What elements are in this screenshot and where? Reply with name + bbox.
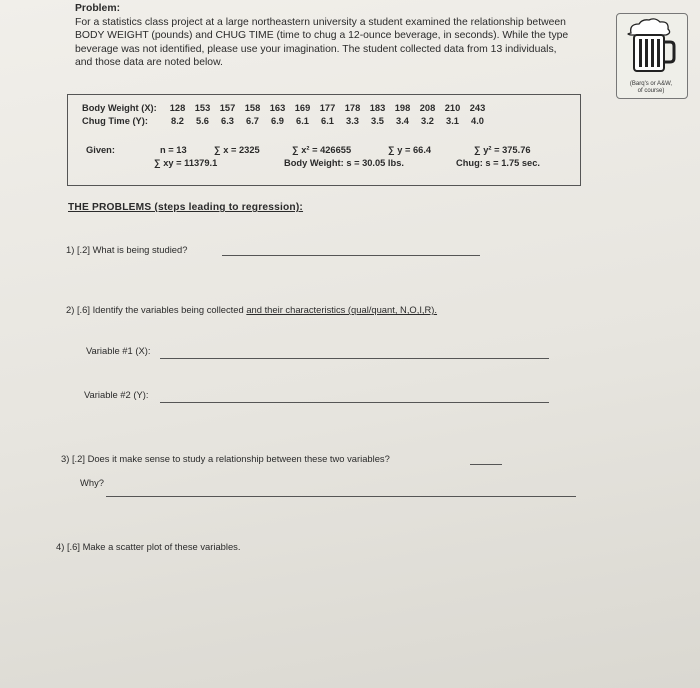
chug-sd: Chug: s = 1.75 sec. xyxy=(456,158,540,168)
chug-time-value: 8.2 xyxy=(171,116,184,126)
question-3: 3) [.2] Does it make sense to study a relationship between these two variables? xyxy=(61,453,390,464)
chug-time-value: 6.3 xyxy=(221,116,234,126)
problem-line-4: and those data are noted below. xyxy=(75,57,223,68)
variable-2-line[interactable] xyxy=(160,402,549,403)
body-weight-value: 169 xyxy=(294,103,311,113)
sigma-icon: ∑ xyxy=(214,145,221,155)
why-label: Why? xyxy=(80,477,104,488)
chug-time-value: 6.1 xyxy=(321,116,334,126)
body-weight-value: 178 xyxy=(344,103,361,113)
y-data-row xyxy=(82,116,490,126)
sum-y-text: y = 66.4 xyxy=(397,145,432,155)
given-label: Given: xyxy=(86,145,115,155)
sum-xy xyxy=(154,158,217,168)
problem-heading: Problem: xyxy=(75,3,121,14)
problem-statement xyxy=(75,2,605,70)
problem-line-3: beverage was not identified, please use your imagination. The student collected data from 13 individuals, xyxy=(75,43,557,55)
body-weight-value: 128 xyxy=(169,103,186,113)
body-weight-value: 198 xyxy=(394,103,411,113)
logo-caption-line1: (Barq's or A&W, xyxy=(629,81,673,87)
sigma-icon: ∑ xyxy=(474,145,481,155)
sum-x xyxy=(214,145,260,155)
y-label: Chug Time (Y): xyxy=(82,116,148,126)
logo-caption xyxy=(617,81,685,95)
body-weight-value: 153 xyxy=(194,103,211,113)
problem-line-1: For a statistics class project at a large northeastern university a student examined the relationship between xyxy=(75,16,566,28)
chug-time-value: 3.3 xyxy=(346,116,359,126)
sum-y xyxy=(388,145,431,155)
body-weight-value: 158 xyxy=(244,103,261,113)
logo-caption-line2: of course) xyxy=(637,88,665,94)
chug-time-value: 3.2 xyxy=(421,116,434,126)
answer-line-3[interactable] xyxy=(470,464,502,465)
body-weight-sd: Body Weight: s = 30.05 lbs. xyxy=(284,158,404,168)
variable-1-label: Variable #1 (X): xyxy=(86,345,151,356)
body-weight-value: 177 xyxy=(319,103,336,113)
chug-time-value: 4.0 xyxy=(471,116,484,126)
sigma-icon: ∑ xyxy=(154,158,161,168)
sum-x2-text: x² = 426655 xyxy=(301,145,352,155)
chug-time-value: 6.1 xyxy=(296,116,309,126)
question-4: 4) [.6] Make a scatter plot of these variables. xyxy=(56,541,241,552)
chug-time-value: 3.1 xyxy=(446,116,459,126)
question-2-underlined: and their characteristics (qual/quant, N,O,I,R). xyxy=(246,304,438,315)
sigma-icon: ∑ xyxy=(292,145,299,155)
answer-line-1[interactable] xyxy=(222,255,480,256)
chug-time-value: 6.7 xyxy=(246,116,259,126)
body-weight-value: 157 xyxy=(219,103,236,113)
body-weight-value: 243 xyxy=(469,103,486,113)
why-line[interactable] xyxy=(106,496,576,497)
body-weight-value: 208 xyxy=(419,103,436,113)
chug-time-value: 3.4 xyxy=(396,116,409,126)
n-value: n = 13 xyxy=(160,145,187,155)
question-2 xyxy=(66,304,437,315)
sum-x2 xyxy=(292,145,351,155)
problem-line-2: BODY WEIGHT (pounds) and CHUG TIME (time to chug a 12-ounce beverage, in seconds). While the type xyxy=(75,30,569,41)
body-weight-value: 183 xyxy=(369,103,386,113)
chug-time-value: 5.6 xyxy=(196,116,209,126)
question-2-text: 2) [.6] Identify the variables being collected xyxy=(66,304,244,315)
problems-title: THE PROBLEMS (steps leading to regression): xyxy=(68,202,304,213)
x-label: Body Weight (X): xyxy=(82,103,157,113)
variable-1-line[interactable] xyxy=(160,358,549,359)
sum-y2 xyxy=(474,145,531,155)
body-weight-value: 163 xyxy=(269,103,286,113)
question-1: 1) [.2] What is being studied? xyxy=(66,244,188,255)
sum-y2-text: y² = 375.76 xyxy=(483,145,531,155)
x-data-row xyxy=(82,103,490,113)
sum-xy-text: xy = 11379.1 xyxy=(163,158,218,168)
sigma-icon: ∑ xyxy=(388,145,395,155)
x-values xyxy=(165,103,490,113)
body-weight-value: 210 xyxy=(444,103,461,113)
variable-2-label: Variable #2 (Y): xyxy=(84,389,149,400)
chug-time-value: 6.9 xyxy=(271,116,284,126)
sum-x-text: x = 2325 xyxy=(223,145,260,155)
chug-time-value: 3.5 xyxy=(371,116,384,126)
data-box xyxy=(67,94,581,186)
mug-icon xyxy=(617,14,687,80)
y-values xyxy=(165,116,490,126)
